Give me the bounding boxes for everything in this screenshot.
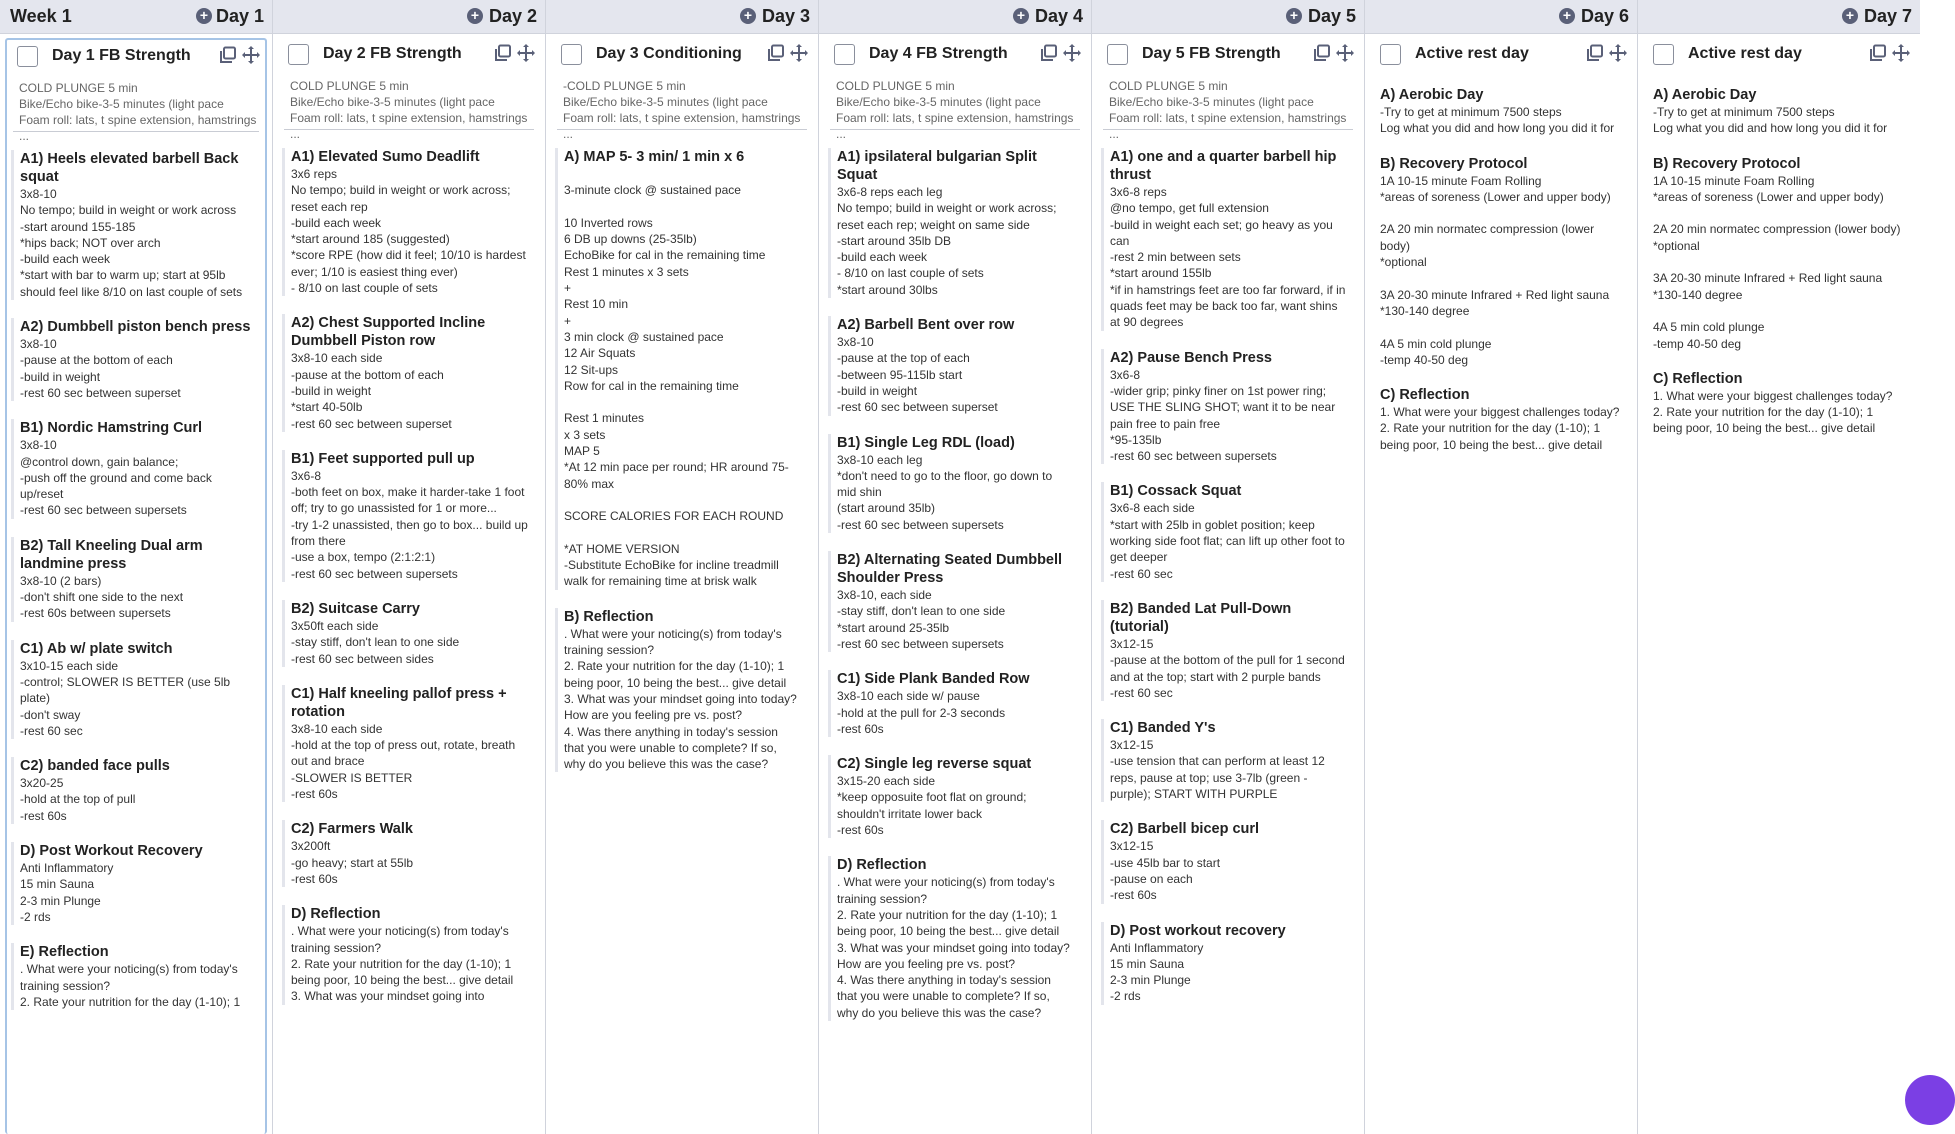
exercise-title: D) Reflection	[837, 857, 927, 874]
complete-checkbox[interactable]	[834, 44, 855, 65]
exercise-title: E) Reflection	[20, 944, 109, 961]
exercise-block[interactable]	[555, 148, 805, 590]
complete-checkbox[interactable]	[1653, 44, 1674, 65]
day-header	[273, 0, 545, 34]
card-header	[824, 38, 1086, 72]
day-header	[1638, 0, 1920, 34]
exercise-notes: 3x8-10 each side w/ pause -hold at the pull for 2-3 seconds -rest 60s	[837, 689, 1006, 736]
exercise-block[interactable]	[555, 608, 805, 773]
day-column	[819, 0, 1092, 1134]
exercise-title: B2) Suitcase Carry	[291, 600, 420, 617]
exercise-list	[824, 130, 1086, 1021]
exercise-block[interactable]	[1374, 155, 1624, 369]
move-icon[interactable]	[1335, 43, 1355, 63]
exercise-list	[1643, 72, 1915, 437]
day-label: Day 2	[488, 6, 537, 26]
exercise-notes: 3x8-10 @control down, gain balance; -push off the ground and come back up/reset -rest 60 sec between supersets	[20, 438, 212, 518]
exercise-title: C1) Side Plank Banded Row	[837, 671, 1030, 688]
exercise-notes: 3x6-8 each side *start with 25lb in goblet position; keep working side foot flat; can lift up other foot to get deeper -rest 60 sec	[1110, 501, 1345, 581]
exercise-notes: 1A 10-15 minute Foam Rolling *areas of soreness (Lower and upper body) 2A 20 min normatec compression (lower body) *optional 3A 20-30 minute Infrared + Red light sauna *130-140 degree 4A 5 min cold plunge -temp 40-50 deg	[1653, 173, 1901, 351]
add-workout-button[interactable]: +	[467, 8, 483, 24]
exercise-block[interactable]	[282, 600, 532, 667]
workout-title[interactable]: Day 4 FB Strength	[869, 45, 1008, 62]
exercise-notes: 3x50ft each side -stay stiff, don't lean to one side -rest 60 sec between sides	[291, 618, 460, 666]
day-label: Day 5	[1307, 6, 1356, 26]
exercise-block[interactable]	[1101, 719, 1351, 802]
exercise-title: C) Reflection	[1653, 370, 1743, 387]
day-header	[819, 0, 1091, 34]
exercise-block[interactable]	[1647, 155, 1907, 352]
exercise-title: D) Post workout recovery	[1110, 922, 1286, 939]
exercise-notes: 3x10-15 each side -control; SLOWER IS BETTER (use 5lb plate) -don't sway -rest 60 sec	[20, 658, 231, 738]
day-label: Day 7	[1863, 6, 1912, 26]
copy-icon[interactable]	[1313, 44, 1331, 62]
exercise-title: C1) Half kneeling pallof press + rotation	[291, 685, 507, 720]
exercise-block[interactable]	[11, 318, 257, 401]
copy-icon[interactable]	[767, 44, 785, 62]
exercise-title: A1) one and a quarter barbell hip thrust	[1110, 149, 1337, 183]
exercise-block[interactable]	[282, 148, 532, 296]
exercise-notes: 3x8-10 each side -hold at the top of press out, rotate, breath out and brace -SLOWER IS BETTER -rest 60s	[291, 721, 516, 802]
exercise-block[interactable]	[1101, 349, 1351, 465]
exercise-title: B2) Banded Lat Pull-Down (tutorial)	[1110, 600, 1292, 635]
exercise-title: B1) Nordic Hamstring Curl	[20, 420, 203, 437]
exercise-title: C) Reflection	[1380, 387, 1470, 404]
exercise-notes: . What were your noticing(s) from today's training session? 2. Rate your nutrition for the day (1-10); 1	[20, 962, 241, 1009]
workout-title[interactable]: Day 1 FB Strength	[52, 47, 191, 64]
exercise-notes: -Try to get at minimum 7500 steps Log what you did and how long you did it for	[1380, 105, 1615, 136]
exercise-block[interactable]	[1374, 86, 1624, 137]
complete-checkbox[interactable]	[17, 46, 38, 67]
card-header	[7, 40, 265, 74]
exercise-block[interactable]	[11, 150, 257, 300]
exercise-title: C1) Ab w/ plate switch	[20, 640, 173, 657]
exercise-notes: 3-minute clock @ sustained pace 10 Inverted rows 6 DB up downs (25-35lb) EchoBike for cal in the remaining time Rest 1 minutes x 3 sets + Rest 10 min + 3 min clock @ sustained pace 12 Air Squats 12 Sit-ups Row for cal in the remaining time Rest 1 minutes x 3 sets MAP 5 *At 12 min pace per round; HR around 75-80% max SCORE CALORIES FOR EACH ROUND *AT HOME VERSION -Substitute EchoBike for incline treadmill walk for remaining time at brisk walk	[564, 183, 789, 589]
exercise-block[interactable]	[11, 640, 257, 739]
day-label: Day 6	[1580, 6, 1629, 26]
exercise-block[interactable]	[828, 148, 1078, 298]
exercise-title: C2) banded face pulls	[20, 758, 170, 775]
workout-card[interactable]	[1097, 38, 1359, 1134]
workout-title[interactable]: Day 2 FB Strength	[323, 45, 462, 62]
add-workout-button[interactable]: +	[1559, 8, 1575, 24]
exercise-notes: 3x6-8 reps @no tempo, get full extension -build in weight each set; go heavy as you can -rest 2 min between sets *start around 155lb *if in hamstrings feet are too far forward, if in quads feet may be back too far, want shins at 90 degrees	[1110, 185, 1346, 330]
exercise-title: A) MAP 5- 3 min/ 1 min x 6	[564, 149, 745, 165]
exercise-notes: 3x8-10, each side -stay stiff, don't lean to one side *start around 25-35lb -rest 60 sec between supersets	[837, 588, 1006, 651]
add-workout-button[interactable]: +	[1286, 8, 1302, 24]
exercise-list	[1097, 130, 1359, 1005]
exercise-title: D) Post Workout Recovery	[20, 843, 203, 860]
add-workout-button[interactable]: +	[740, 8, 756, 24]
copy-icon[interactable]	[494, 44, 512, 62]
exercise-notes: 1. What were your biggest challenges today? 2. Rate your nutrition for the day (1-10); 1 being poor, 10 being the best... give detail	[1380, 405, 1620, 452]
exercise-block[interactable]	[828, 434, 1078, 533]
card-header	[1643, 38, 1915, 72]
exercise-block[interactable]	[828, 856, 1078, 1021]
move-icon[interactable]	[789, 43, 809, 63]
card-header	[278, 38, 540, 72]
workout-title[interactable]: Day 3 Conditioning	[596, 45, 742, 62]
exercise-title: D) Reflection	[291, 906, 381, 923]
exercise-block[interactable]	[1101, 922, 1351, 1005]
exercise-block[interactable]	[828, 755, 1078, 838]
add-workout-button[interactable]: +	[196, 8, 212, 24]
exercise-notes: 3x8-10 No tempo; build in weight or work across -start around 155-185 *hips back; NOT over arch -build each week *start with bar to warm up; start at 95lb should feel like 8/10 on last couple of sets	[20, 187, 243, 299]
exercise-notes: 3x8-10 (2 bars) -don't shift one side to the next -rest 60s between supersets	[20, 573, 184, 621]
exercise-title: A2) Dumbbell piston bench press	[20, 319, 251, 336]
exercise-block[interactable]	[1101, 820, 1351, 903]
complete-checkbox[interactable]	[1380, 44, 1401, 65]
card-header	[551, 38, 813, 72]
exercise-notes: 1. What were your biggest challenges today? 2. Rate your nutrition for the day (1-10); 1 being poor, 10 being the best... give detail	[1653, 388, 1893, 436]
copy-icon[interactable]	[1040, 44, 1058, 62]
workout-title[interactable]: Active rest day	[1415, 45, 1529, 62]
exercise-title: A1) Heels elevated barbell Back squat	[20, 151, 239, 185]
exercise-block[interactable]	[1101, 148, 1351, 331]
complete-checkbox[interactable]	[1107, 44, 1128, 65]
exercise-title: B1) Cossack Squat	[1110, 483, 1242, 500]
exercise-block[interactable]	[11, 842, 257, 925]
exercise-block[interactable]	[828, 316, 1078, 415]
exercise-notes: Anti Inflammatory 15 min Sauna 2-3 min Plunge -2 rds	[20, 861, 114, 924]
copy-icon[interactable]	[219, 46, 237, 64]
day-label: Day 1	[215, 6, 264, 26]
exercise-block[interactable]	[11, 419, 257, 518]
exercise-title: A) Aerobic Day	[1380, 87, 1484, 103]
day-column	[0, 0, 273, 1134]
exercise-notes: 3x8-10 -pause at the bottom of each -build in weight -rest 60 sec between superset	[20, 337, 181, 400]
day-header	[546, 0, 818, 34]
exercise-list	[278, 130, 540, 1005]
move-icon[interactable]	[1891, 43, 1911, 63]
complete-checkbox[interactable]	[288, 44, 309, 65]
exercise-title: A1) ipsilateral bulgarian Split Squat	[837, 149, 1037, 183]
exercise-notes: -Try to get at minimum 7500 steps Log what you did and how long you did it for	[1653, 105, 1888, 136]
exercise-notes: . What were your noticing(s) from today's training session? 2. Rate your nutrition for the day (1-10); 1 being poor, 10 being the best... give detail 3. What was your mindset going into today? How are you feeling pre vs. post? 4. Was there anything in today's session that you were unable to complete? If so, why do you believe this was the case?	[837, 875, 1070, 1020]
day-column	[1638, 0, 1920, 1134]
warmup-text: COLD PLUNGE 5 min Bike/Echo bike-3-5 minutes (light pace Foam roll: lats, t spine extension, hamstrings ...	[1103, 72, 1353, 130]
exercise-notes: . What were your noticing(s) from today's training session? 2. Rate your nutrition for the day (1-10); 1 being poor, 10 being the best... give detail 3. What was your mindset going into today? How are you feeling pre vs. post? 4. Was there anything in today's session that you were unable to complete? If so, why do you believe this was the case?	[564, 626, 797, 772]
day-header	[1365, 0, 1637, 34]
exercise-title: B2) Alternating Seated Dumbbell Shoulder Press	[837, 552, 1063, 587]
week-label: Week 1	[10, 6, 72, 26]
card-header	[1370, 38, 1632, 72]
workout-title[interactable]: Day 5 FB Strength	[1142, 45, 1281, 62]
exercise-notes: 3x8-10 each leg *don't need to go to the floor, go down to mid shin (start around 35lb) -rest 60 sec between supersets	[837, 452, 1053, 532]
warmup-text: COLD PLUNGE 5 min Bike/Echo bike-3-5 minutes (light pace Foam roll: lats, t spine extension, hamstrings ...	[13, 74, 259, 132]
exercise-block[interactable]	[1647, 370, 1907, 437]
copy-icon[interactable]	[1586, 44, 1604, 62]
exercise-block[interactable]	[282, 905, 532, 1004]
warmup-text: -COLD PLUNGE 5 min Bike/Echo bike-3-5 minutes (light pace Foam roll: lats, t spine extension, hamstrings ...	[557, 72, 807, 130]
copy-icon[interactable]	[1869, 44, 1887, 62]
day-column	[1365, 0, 1638, 1134]
workout-card[interactable]	[278, 38, 540, 1134]
exercise-block[interactable]	[11, 943, 257, 1010]
exercise-title: B1) Feet supported pull up	[291, 450, 475, 467]
exercise-notes: 3x200ft -go heavy; start at 55lb -rest 60s	[291, 839, 414, 886]
exercise-title: A2) Pause Bench Press	[1110, 349, 1272, 366]
exercise-block[interactable]	[828, 670, 1078, 737]
workout-card[interactable]	[5, 38, 267, 1134]
chat-bubble-button[interactable]	[1905, 1075, 1955, 1125]
exercise-title: A1) Elevated Sumo Deadlift	[291, 149, 480, 165]
workout-card[interactable]	[1643, 38, 1915, 1134]
exercise-notes: 3x6-8 reps each leg No tempo; build in weight or work across; reset each rep; weight on same side -start around 35lb DB -build each week - 8/10 on last couple of sets *start around 30lbs	[837, 185, 1057, 297]
day-column	[273, 0, 546, 1134]
workout-card[interactable]	[824, 38, 1086, 1134]
warmup-text: COLD PLUNGE 5 min Bike/Echo bike-3-5 minutes (light pace Foam roll: lats, t spine extension, hamstrings ...	[284, 72, 534, 130]
exercise-block[interactable]	[1101, 600, 1351, 701]
add-workout-button[interactable]: +	[1013, 8, 1029, 24]
day-label: Day 3	[761, 6, 810, 26]
exercise-title: B2) Tall Kneeling Dual arm landmine press	[20, 537, 203, 572]
card-header	[1097, 38, 1359, 72]
add-workout-button[interactable]: +	[1842, 8, 1858, 24]
exercise-title: C2) Single leg reverse squat	[837, 756, 1032, 773]
exercise-list	[1370, 72, 1632, 453]
exercise-block[interactable]	[282, 685, 532, 802]
exercise-notes: 3x12-15 -use tension that can perform at least 12 reps, pause at top; use 3-7lb (green - purple); START WITH PURPLE	[1110, 738, 1325, 802]
exercise-block[interactable]	[1374, 386, 1624, 453]
exercise-notes: Anti Inflammatory 15 min Sauna 2-3 min Plunge -2 rds	[1110, 940, 1204, 1004]
exercise-title: C2) Barbell bicep curl	[1110, 821, 1260, 838]
exercise-block[interactable]	[11, 757, 257, 824]
exercise-title: C2) Farmers Walk	[291, 821, 413, 838]
workout-title[interactable]: Active rest day	[1688, 45, 1802, 62]
complete-checkbox[interactable]	[561, 44, 582, 65]
exercise-title: A2) Barbell Bent over row	[837, 317, 1015, 334]
exercise-title: B) Recovery Protocol	[1380, 155, 1528, 172]
day-column	[1092, 0, 1365, 1134]
exercise-notes: 3x12-15 -pause at the bottom of the pull for 1 second and at the top; start with 2 purple bands -rest 60 sec	[1110, 636, 1345, 700]
exercise-notes: 3x12-15 -use 45lb bar to start -pause on each -rest 60s	[1110, 839, 1221, 903]
day-column	[546, 0, 819, 1134]
exercise-title: B1) Single Leg RDL (load)	[837, 434, 1015, 451]
exercise-title: A) Aerobic Day	[1653, 87, 1757, 103]
exercise-notes: 3x8-10 -pause at the top of each -between 95-115lb start -build in weight -rest 60 sec between superset	[837, 335, 998, 415]
move-icon[interactable]	[241, 45, 261, 65]
exercise-notes: 3x6 reps No tempo; build in weight or work across; reset each rep -build each week *start around 185 (suggested) *score RPE (how did it feel; 10/10 is hardest ever; 1/10 is easiest thing ever) - 8/10 on last couple of sets	[291, 167, 526, 296]
exercise-list	[7, 132, 265, 1010]
exercise-notes: 3x6-8 -wider grip; pinky finer on 1st power ring; USE THE SLING SHOT; want it to be near pain free to pain free *95-135lb -rest 60 sec between supersets	[1110, 367, 1336, 464]
exercise-notes: . What were your noticing(s) from today's training session? 2. Rate your nutrition for the day (1-10); 1 being poor, 10 being the best... give detail 3. What was your mindset going into	[291, 924, 514, 1004]
exercise-title: B) Reflection	[564, 608, 654, 625]
exercise-notes: 3x6-8 -both feet on box, make it harder-take 1 foot off; try to go unassisted for 1 or more... -try 1-2 unassisted, then go to box... build up from there -use a box, tempo (2:1:2:1) -rest 60 sec between supersets	[291, 468, 528, 581]
day-header	[0, 0, 272, 34]
exercise-title: B) Recovery Protocol	[1653, 155, 1801, 172]
exercise-block[interactable]	[1101, 482, 1351, 581]
exercise-title: A2) Chest Supported Incline Dumbbell Piston row	[291, 315, 486, 350]
move-icon[interactable]	[516, 43, 536, 63]
workout-card[interactable]	[551, 38, 813, 1134]
exercise-block[interactable]	[828, 551, 1078, 652]
day-label: Day 4	[1034, 6, 1083, 26]
exercise-block[interactable]	[282, 450, 532, 582]
warmup-text: COLD PLUNGE 5 min Bike/Echo bike-3-5 minutes (light pace Foam roll: lats, t spine extension, hamstrings ...	[830, 72, 1080, 130]
exercise-list	[551, 130, 813, 772]
exercise-block[interactable]	[282, 314, 532, 431]
exercise-notes: 1A 10-15 minute Foam Rolling *areas of soreness (Lower and upper body) 2A 20 min normatec compression (lower body) *optional 3A 20-30 minute Infrared + Red light sauna *130-140 degree 4A 5 min cold plunge -temp 40-50 deg	[1380, 173, 1611, 367]
move-icon[interactable]	[1062, 43, 1082, 63]
exercise-notes: 3x15-20 each side *keep opposuite foot flat on ground; shouldn't irritate lower back -rest 60s	[837, 774, 1027, 838]
workout-card[interactable]	[1370, 38, 1632, 1134]
exercise-block[interactable]	[11, 537, 257, 622]
exercise-title: C1) Banded Y's	[1110, 720, 1216, 737]
exercise-notes: 3x8-10 each side -pause at the bottom of each -build in weight *start 40-50lb -rest 60 sec between superset	[291, 351, 452, 431]
day-header	[1092, 0, 1364, 34]
move-icon[interactable]	[1608, 43, 1628, 63]
exercise-block[interactable]	[282, 820, 532, 887]
exercise-notes: 3x20-25 -hold at the top of pull -rest 60s	[20, 776, 136, 823]
exercise-block[interactable]	[1647, 86, 1907, 137]
